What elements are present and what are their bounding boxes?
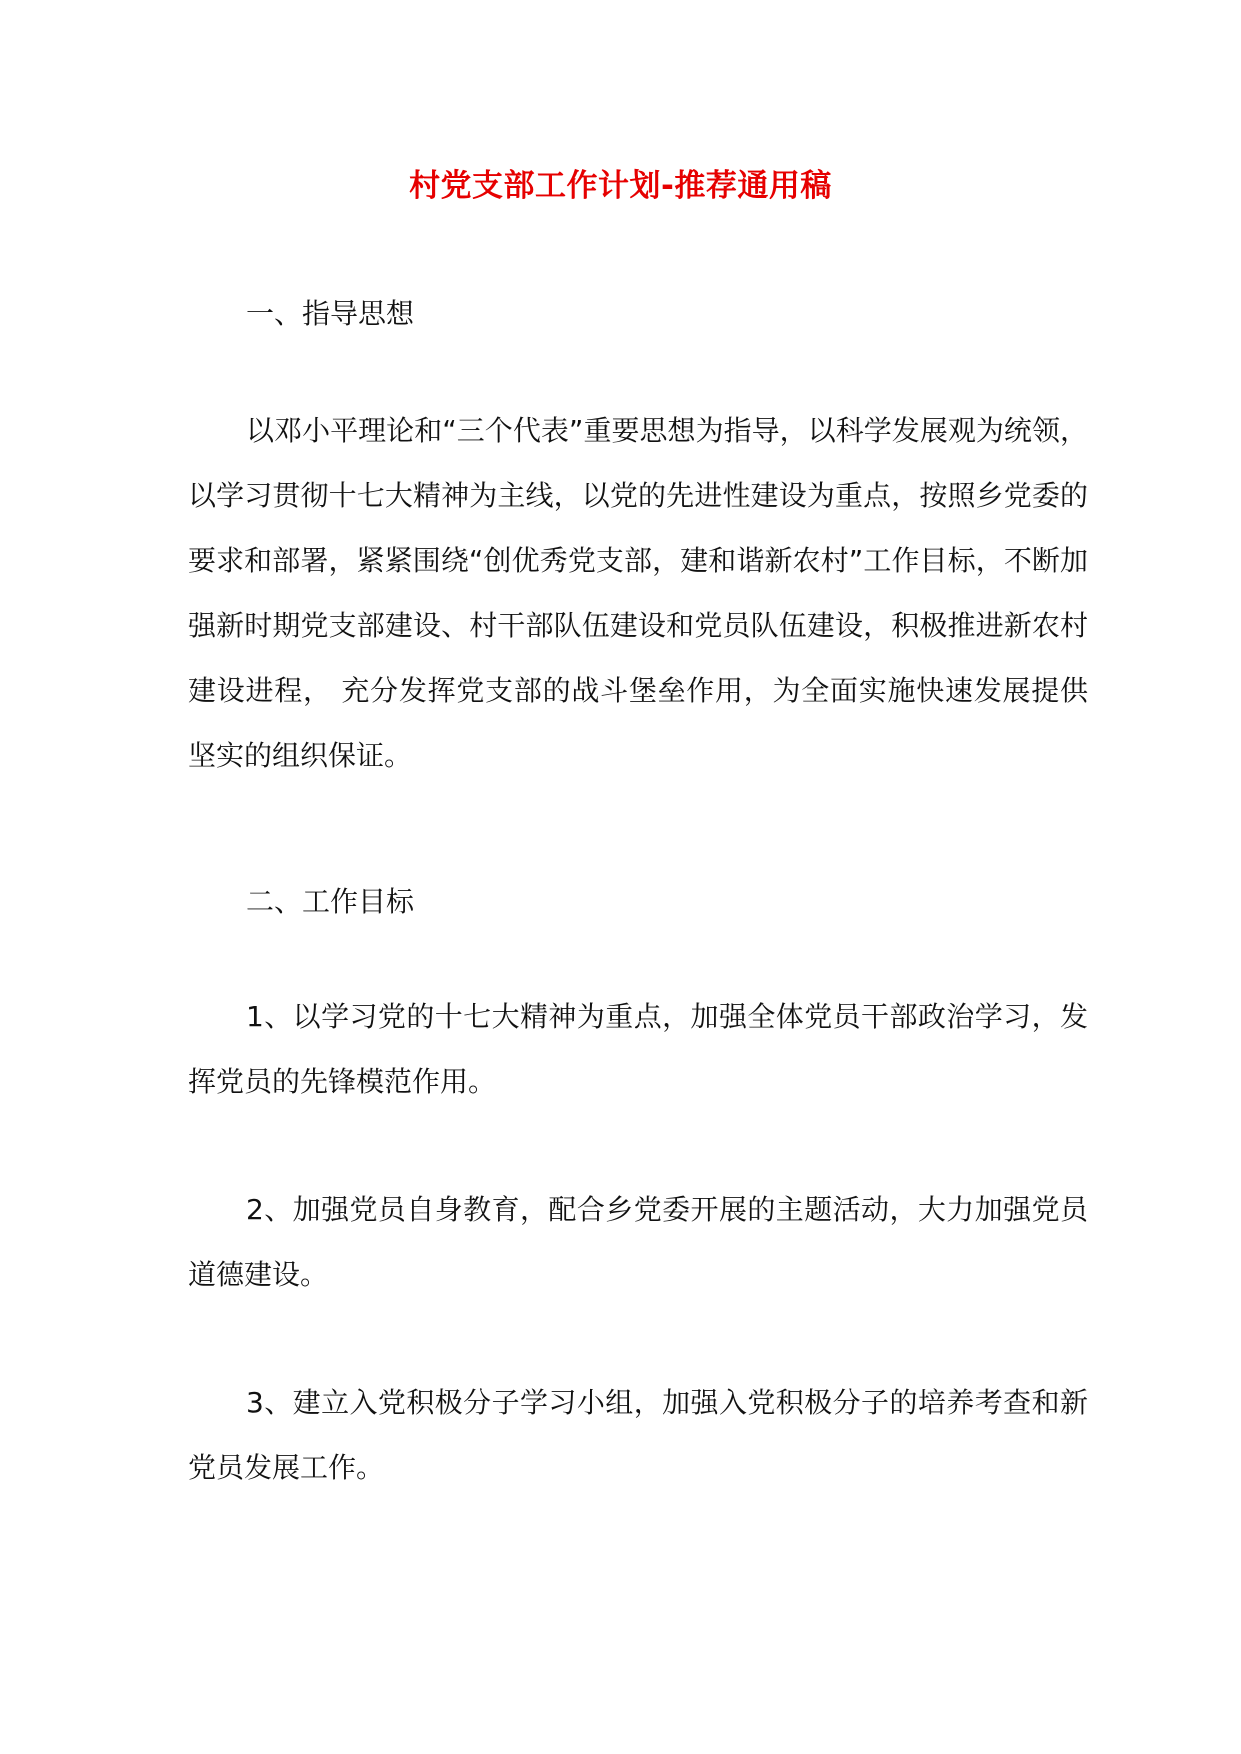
section-heading-guiding-ideology: 一、指导思想 bbox=[246, 297, 415, 330]
section-heading-work-goals: 二、工作目标 bbox=[246, 885, 415, 918]
list-item-goal-1: 1、以学习党的十七大精神为重点，加强全体党员干部政治学习，发挥党员的先锋模范作用。 bbox=[188, 1000, 1088, 1098]
paragraph-guiding-ideology: 以邓小平理论和“三个代表”重要思想为指导，以科学发展观为统领，以学习贯彻十七大精神为主线，以党的先进性建设为重点，按照乡党委的要求和部署，紧紧围绕“创优秀党支部，建和谐新农村”工作目标，不断加强新时期党支部建设、村干部队伍建设和党员队伍建设，积极推进新农村建设进程， 充分发挥党支部的战斗堡垒作用，为全面实施快速发展提供坚实的组织保证。 bbox=[188, 414, 1088, 772]
list-item-goal-2: 2、加强党员自身教育，配合乡党委开展的主题活动，大力加强党员道德建设。 bbox=[188, 1193, 1088, 1291]
list-item-goal-3: 3、建立入党积极分子学习小组，加强入党积极分子的培养考查和新党员发展工作。 bbox=[188, 1386, 1088, 1484]
document-title: 村党支部工作计划-推荐通用稿 bbox=[409, 168, 832, 204]
